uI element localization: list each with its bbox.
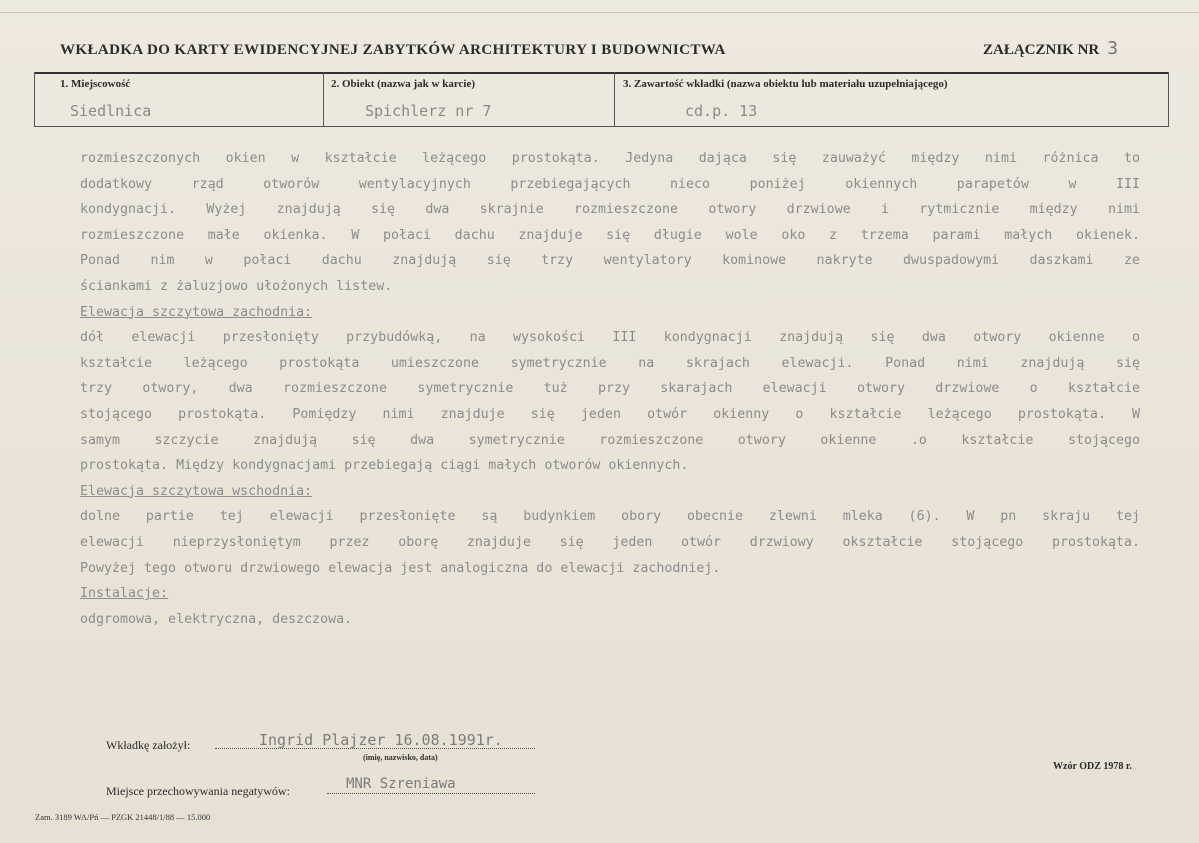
field-value-locality: Siedlnica	[70, 102, 152, 120]
field-value-contents: cd.p. 13	[685, 102, 758, 120]
annex-label-text: ZAŁĄCZNIK NR	[983, 42, 1100, 58]
print-order-note: Zam. 3189 WA/Pń — PZGK 21448/1/88 — 15.000	[35, 812, 211, 822]
text-line: rozmieszczone małe okienka. W połaci dachu znajduje się długie wole oko z trzema parami małych okienek.	[80, 227, 1140, 243]
text-line: elewacji nieprzysłoniętym przez oborę znajduje się jeden otwór drzwiowy okształcie stojącego prostokąta.	[80, 534, 1140, 550]
founded-by-caption: (imię, nazwisko, data)	[363, 753, 438, 762]
founded-by-value: Ingrid Plajzer 16.08.1991r.	[259, 731, 503, 749]
founded-by-label: Wkładkę założył:	[106, 738, 191, 752]
text-line: dół elewacji przesłonięty przybudówką, na wysokości III kondygnacji znajdują się dwa otwory okienne o	[80, 330, 1140, 346]
text-line: odgromowa, elektryczna, deszczowa.	[80, 611, 353, 627]
table-top-border	[34, 72, 1169, 74]
section-heading-west-gable: Elewacja szczytowa zachodnia:	[80, 304, 313, 320]
description-text	[80, 146, 1140, 632]
field-label-locality: 1. Miejscowość	[60, 78, 131, 90]
text-line: Powyżej tego otworu drzwiowego elewacja jest analogiczna do elewacji zachodniej.	[80, 560, 721, 576]
annex-label	[983, 38, 1118, 59]
table-divider	[1168, 72, 1169, 127]
header-fields-table	[34, 72, 1169, 128]
text-line: stojącego prostokąta. Pomiędzy nimi znajduje się jeden otwór okienny o kształcie leżącego prostokąta. W	[80, 406, 1140, 422]
text-line: dolne partie tej elewacji przesłonięte są budynkiem obory obecnie zlewni mleka (6). W pn skraju tej	[80, 509, 1140, 525]
section-heading-installations: Instalacje:	[80, 586, 169, 602]
annex-number: 3	[1107, 38, 1119, 59]
text-line: kondygnacji. Wyżej znajdują się dwa skrajnie rozmieszczone otwory drzwiowe i rytmicznie między nimi	[80, 202, 1140, 218]
text-line: kształcie leżącego prostokąta umieszczone symetrycznie na skrajach elewacji. Ponad nimi znajdują się	[80, 355, 1140, 371]
table-divider	[614, 72, 615, 127]
table-divider	[34, 72, 35, 127]
negatives-storage-line	[327, 793, 535, 794]
table-bottom-border	[34, 126, 1169, 127]
text-line: prostokąta. Między kondygnacjami przebiegają ciągi małych otworów okiennych.	[80, 458, 689, 474]
table-divider	[323, 72, 324, 127]
form-model-note: Wzór ODZ 1978 r.	[1053, 761, 1132, 772]
text-line: samym szczycie znajdują się dwa symetrycznie rozmieszczone otwory okienne .o kształcie stojącego	[80, 432, 1140, 448]
text-line: dodatkowy rząd otworów wentylacyjnych przebiegających nieco poniżej okiennych parapetów w III	[80, 176, 1140, 192]
field-label-contents: 3. Zawartość wkładki (nazwa obiektu lub materiału uzupełniającego)	[623, 78, 948, 90]
field-label-object: 2. Obiekt (nazwa jak w karcie)	[331, 78, 476, 90]
field-value-object: Spichlerz nr 7	[365, 102, 492, 120]
negatives-storage-value: MNR Szreniawa	[346, 776, 456, 792]
section-heading-east-gable: Elewacja szczytowa wschodnia:	[80, 483, 313, 499]
text-line: ściankami z żaluzjowo ułożonych listew.	[80, 278, 393, 294]
top-edge-line	[0, 12, 1199, 13]
negatives-storage-label: Miejsce przechowywania negatywów:	[106, 784, 290, 798]
text-line: trzy otwory, dwa rozmieszczone symetrycznie tuż przy skarajach elewacji otwory drzwiowe o kształcie	[80, 381, 1140, 397]
text-line: rozmieszczonych okien w kształcie leżącego prostokąta. Jedyna dająca się zauważyć między nimi różnica to	[80, 151, 1140, 166]
form-title: WKŁADKA DO KARTY EWIDENCYJNEJ ZABYTKÓW ARCHITEKTURY I BUDOWNICTWA	[60, 42, 726, 58]
text-line: Ponad nim w połaci dachu znajdują się trzy wentylatory kominowe nakryte dwuspadowymi daszkami ze	[80, 253, 1140, 269]
